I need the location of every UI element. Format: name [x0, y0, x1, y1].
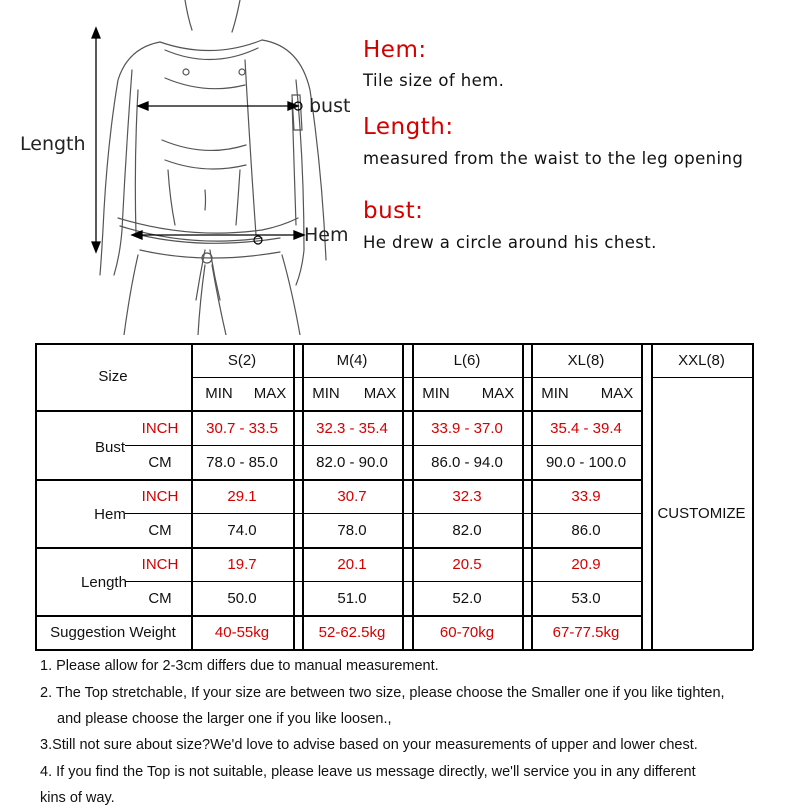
bust-s-cm: 78.0 - 85.0 [206, 453, 278, 471]
bust-xl-inch: 35.4 - 39.4 [550, 419, 622, 437]
max-label: MAX [253, 385, 287, 402]
suggestion-weight-label: Suggestion Weight [50, 624, 176, 641]
weight-s: 40-55kg [214, 624, 270, 641]
length-xl-inch: 20.9 [571, 556, 601, 573]
bust-definition-text: He drew a circle around his chest. [363, 233, 657, 252]
length-row-label: Length [81, 573, 127, 591]
note-2: 2. The Top stretchable, If your size are between two size, please choose the Smaller one if you like tighten, [40, 685, 725, 701]
size-header: Size [98, 368, 128, 385]
table-divider [641, 343, 643, 650]
garment-sketch-area [0, 0, 360, 335]
length-m-cm: 51.0 [337, 589, 367, 607]
note-4: 4. If you find the Top is not suitable, please leave us message directly, we'll service you in any different [40, 764, 696, 780]
hem-s-cm: 74.0 [227, 521, 257, 539]
table-divider [522, 343, 524, 650]
hem-m-cm: 78.0 [337, 521, 367, 539]
note-2-continued: and please choose the larger one if you like loosen., [57, 711, 392, 727]
cm-unit-label: CM [148, 453, 172, 471]
hem-definition-title: Hem: [363, 37, 427, 63]
min-label: MIN [541, 385, 569, 402]
hem-label: Hem [304, 224, 349, 246]
hem-xl-inch: 33.9 [571, 488, 601, 505]
hem-l-cm: 82.0 [452, 521, 482, 539]
max-label: MAX [363, 385, 397, 402]
length-xl-cm: 53.0 [571, 589, 601, 607]
table-divider [402, 343, 404, 650]
hem-row-label: Hem [94, 505, 126, 523]
bust-l-inch: 33.9 - 37.0 [431, 419, 503, 437]
inch-unit-label: INCH [141, 419, 179, 437]
inch-unit-label: INCH [141, 556, 179, 573]
length-l-cm: 52.0 [452, 589, 482, 607]
length-l-inch: 20.5 [452, 556, 482, 573]
size-xxl-header: XXL(8) [678, 351, 725, 369]
size-xl-header: XL(8) [567, 351, 605, 369]
min-label: MIN [422, 385, 450, 402]
size-l-header: L(6) [453, 351, 481, 369]
hem-m-inch: 30.7 [337, 488, 367, 505]
hem-definition-text: Tile size of hem. [363, 71, 505, 90]
table-border [752, 343, 754, 650]
bust-m-inch: 32.3 - 35.4 [316, 419, 388, 437]
note-4-continued: kins of way. [40, 790, 115, 806]
max-label: MAX [481, 385, 515, 402]
weight-m: 52-62.5kg [318, 624, 386, 641]
bust-row-label: Bust [94, 438, 125, 456]
jacket-sketch [0, 0, 360, 335]
hem-l-inch: 32.3 [452, 488, 482, 505]
weight-l: 60-70kg [439, 624, 495, 641]
length-s-inch: 19.7 [227, 556, 257, 573]
cm-unit-label: CM [148, 589, 172, 607]
table-border [35, 649, 753, 651]
bust-xl-cm: 90.0 - 100.0 [545, 453, 627, 471]
bust-definition-title: bust: [363, 198, 424, 224]
max-label: MAX [600, 385, 634, 402]
min-label: MIN [205, 385, 233, 402]
customize-label: CUSTOMIZE [657, 505, 746, 522]
min-label: MIN [312, 385, 340, 402]
bust-label: bust [309, 95, 351, 117]
table-divider [293, 343, 295, 650]
hem-s-inch: 29.1 [227, 488, 257, 505]
bust-l-cm: 86.0 - 94.0 [431, 453, 503, 471]
length-label: Length [20, 133, 86, 155]
length-m-inch: 20.1 [337, 556, 367, 573]
note-3: 3.Still not sure about size?We'd love to advise based on your measurements of upper and lower chest. [40, 737, 698, 753]
size-m-header: M(4) [336, 351, 368, 369]
cm-unit-label: CM [148, 521, 172, 539]
length-definition-title: Length: [363, 114, 454, 140]
note-1: 1. Please allow for 2-3cm differs due to manual measurement. [40, 658, 439, 674]
hem-xl-cm: 86.0 [571, 521, 601, 539]
weight-xl: 67-77.5kg [552, 624, 620, 641]
length-definition-text: measured from the waist to the leg opening [363, 149, 744, 168]
bust-s-inch: 30.7 - 33.5 [206, 419, 278, 437]
size-s-header: S(2) [227, 351, 257, 369]
inch-unit-label: INCH [141, 488, 179, 505]
bust-m-cm: 82.0 - 90.0 [316, 453, 388, 471]
length-s-cm: 50.0 [227, 589, 257, 607]
